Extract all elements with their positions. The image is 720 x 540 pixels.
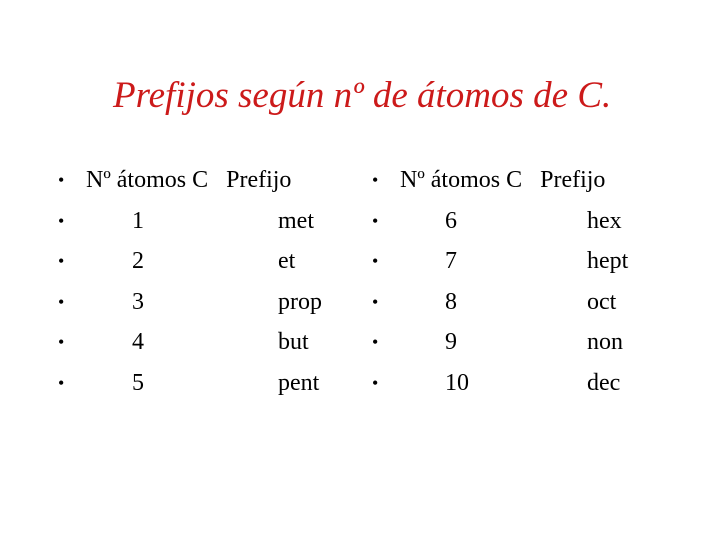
prefix: prop: [278, 288, 322, 315]
bullet-icon: •: [372, 251, 379, 271]
bullet-icon: •: [372, 291, 379, 312]
atom-count: 6: [445, 207, 457, 234]
prefix: dec: [587, 369, 621, 396]
atom-count: 9: [445, 329, 457, 355]
prefix: hex: [587, 207, 622, 234]
atom-count: 2: [132, 248, 144, 274]
bullet-icon: •: [372, 170, 379, 190]
prefix: hept: [587, 248, 629, 274]
atom-count: 4: [132, 329, 144, 355]
bullet-icon: •: [58, 210, 65, 231]
bullet-icon: •: [58, 291, 65, 312]
atom-count: 5: [132, 369, 144, 396]
bullet-icon: •: [372, 332, 379, 352]
prefix: et: [278, 248, 296, 274]
atom-count: 1: [132, 207, 144, 234]
prefix: non: [587, 329, 623, 355]
atom-count: 10: [445, 369, 469, 396]
bullet-icon: •: [58, 372, 65, 393]
atom-count: 3: [132, 288, 144, 315]
atom-count: 8: [445, 288, 457, 315]
prefix: pent: [278, 369, 320, 396]
bullet-icon: •: [58, 170, 65, 190]
bullet-icon: •: [58, 251, 65, 271]
bullet-icon: •: [372, 210, 379, 231]
prefix: but: [278, 329, 309, 355]
left-header-text: Nº átomos C Prefijo: [86, 167, 292, 193]
slide-title: Prefijos según nº de átomos de C.: [113, 75, 612, 116]
bullet-icon: •: [372, 372, 379, 393]
atom-count: 7: [445, 248, 457, 274]
right-header-text: Nº átomos C Prefijo: [400, 167, 606, 193]
bullet-icon: •: [58, 332, 65, 352]
prefix: oct: [587, 288, 617, 315]
prefix: met: [278, 207, 314, 234]
